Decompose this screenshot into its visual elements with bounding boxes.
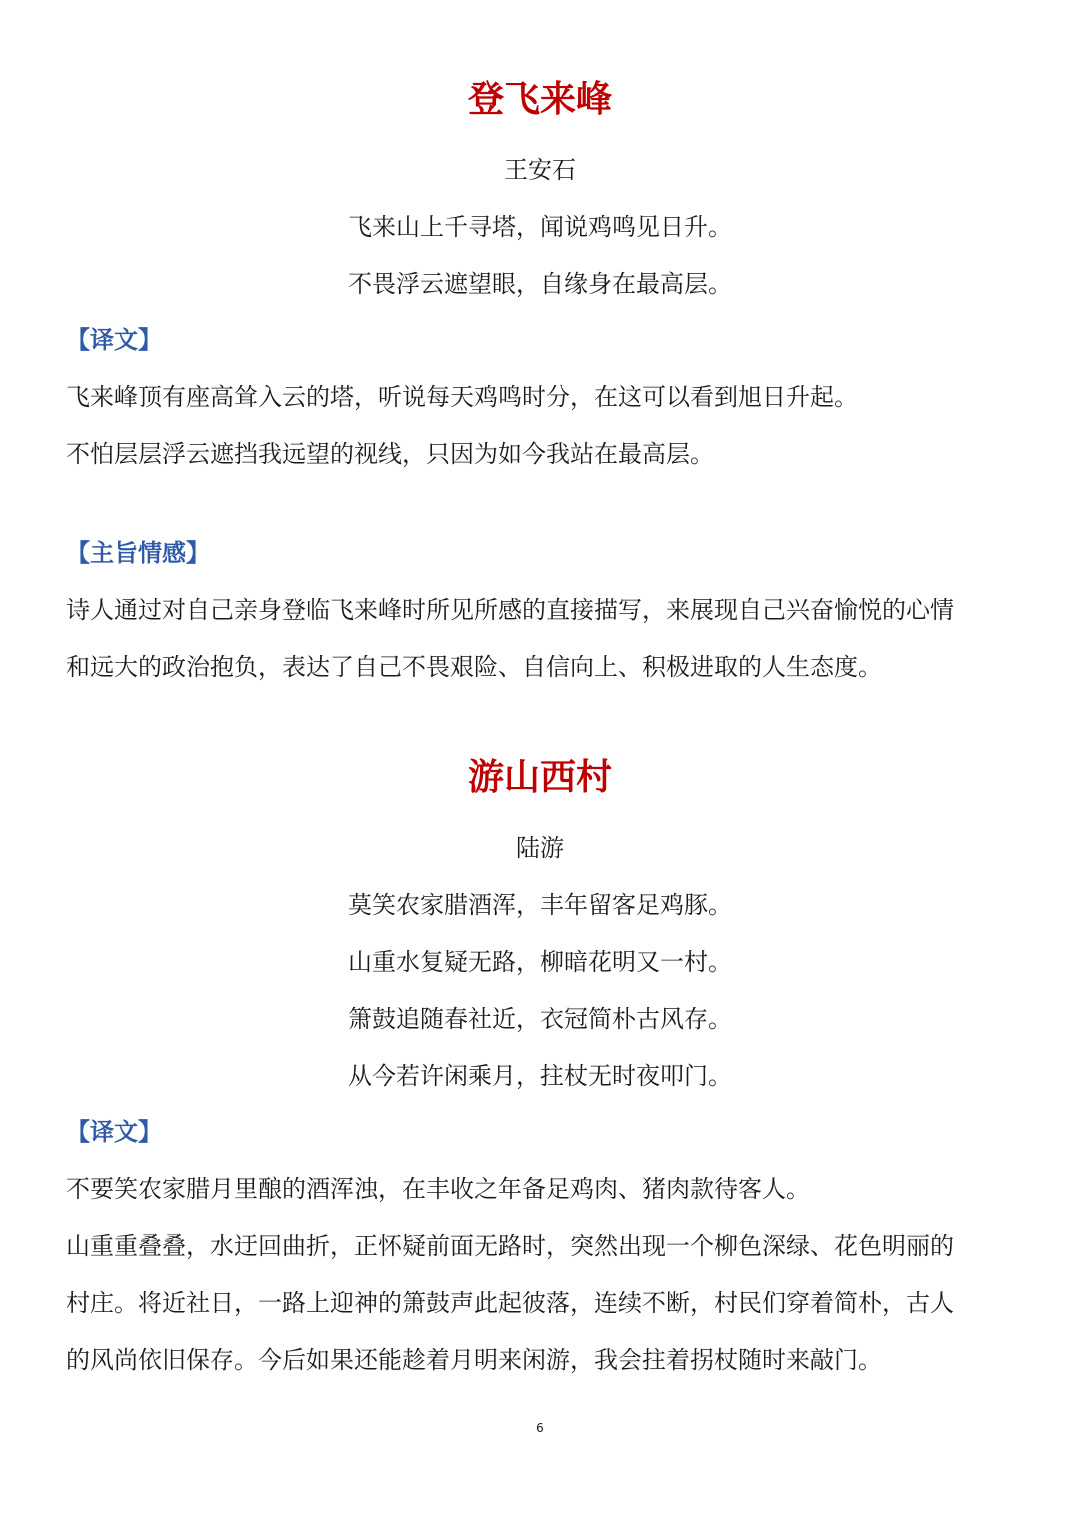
poem-line: 莫笑农家腊酒浑，丰年留客足鸡豚。 (348, 891, 732, 919)
translation-line: 不要笑农家腊月里酿的酒浑浊，在丰收之年备足鸡肉、猪肉款待客人。 (66, 1175, 810, 1203)
translation-line: 村庄。将近社日，一路上迎神的箫鼓声此起彼落，连续不断，村民们穿着简朴，古人 (66, 1289, 954, 1317)
poem-line: 从今若许闲乘月，拄杖无时夜叩门。 (348, 1062, 732, 1090)
theme-line: 诗人通过对自己亲身登临飞来峰时所见所感的直接描写，来展现自己兴奋愉悦的心情 (66, 596, 954, 624)
translation-heading: 【译文】 (66, 326, 162, 354)
translation-line: 山重重叠叠，水迂回曲折，正怀疑前面无路时，突然出现一个柳色深绿、花色明丽的 (66, 1232, 954, 1260)
poem-title: 登飞来峰 (467, 79, 612, 120)
poem-line: 飞来山上千寻塔，闻说鸡鸣见日升。 (348, 213, 732, 241)
page-number: 6 (536, 1421, 544, 1435)
translation-line: 的风尚依旧保存。今后如果还能趁着月明来闲游，我会拄着拐杖随时来敲门。 (66, 1346, 882, 1374)
translation-heading: 【译文】 (66, 1118, 162, 1146)
theme-heading: 【主旨情感】 (66, 539, 210, 567)
poem-author: 陆游 (516, 834, 564, 862)
poem-title: 游山西村 (467, 757, 612, 798)
poem-line: 不畏浮云遮望眼，自缘身在最高层。 (348, 270, 732, 298)
poem-line: 箫鼓追随春社近，衣冠简朴古风存。 (348, 1005, 732, 1033)
theme-line: 和远大的政治抱负，表达了自己不畏艰险、自信向上、积极进取的人生态度。 (66, 653, 882, 681)
poem-line: 山重水复疑无路，柳暗花明又一村。 (348, 948, 732, 976)
translation-line: 飞来峰顶有座高耸入云的塔，听说每天鸡鸣时分，在这可以看到旭日升起。 (66, 383, 858, 411)
poem-author: 王安石 (504, 156, 576, 184)
translation-line: 不怕层层浮云遮挡我远望的视线，只因为如今我站在最高层。 (66, 440, 714, 468)
